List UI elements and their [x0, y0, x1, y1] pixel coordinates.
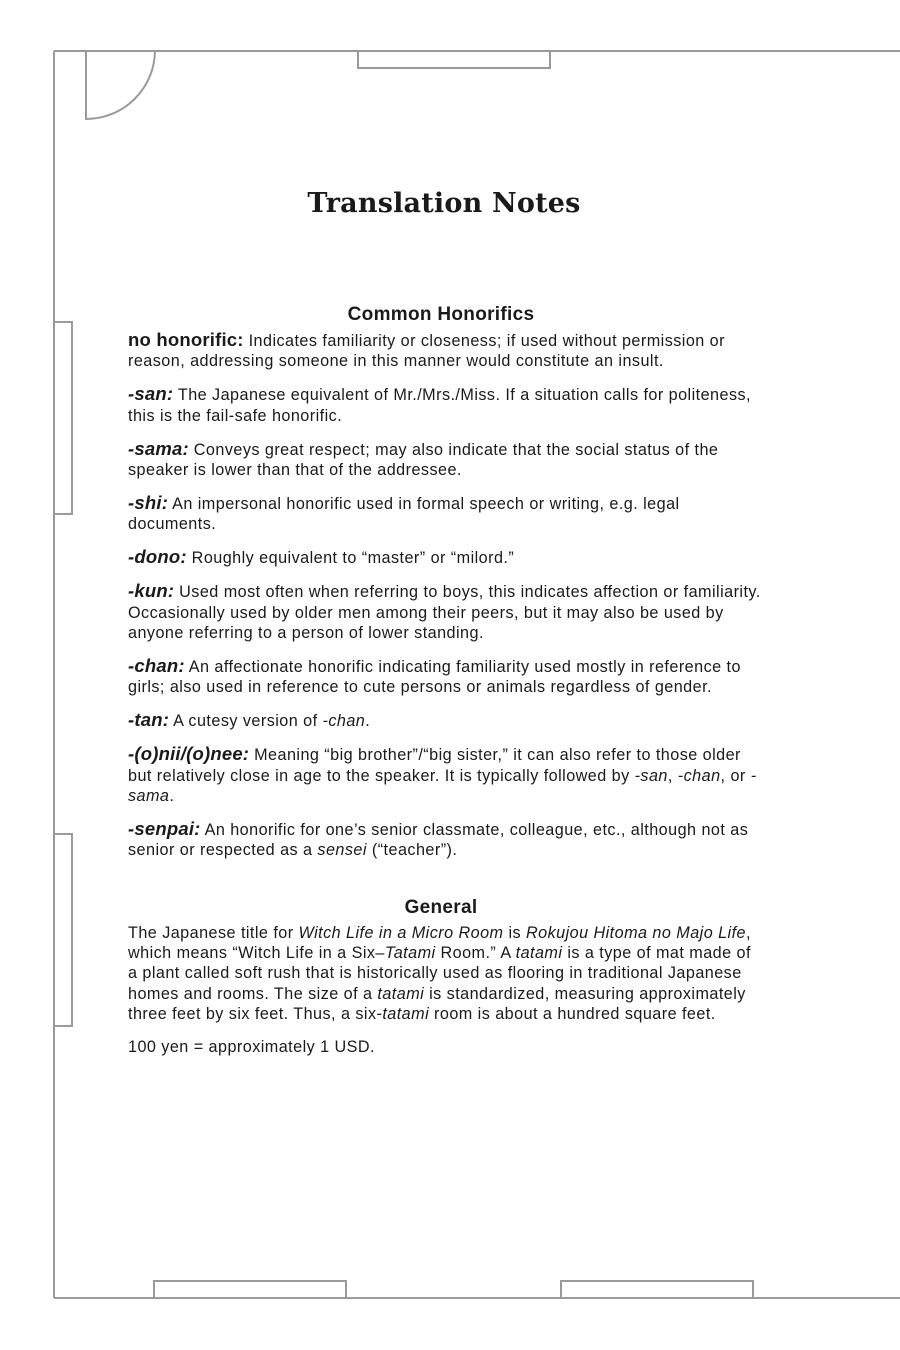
italic-text: -chan — [322, 712, 366, 731]
honorific-entry — [128, 744, 764, 806]
honorific-entry — [128, 493, 764, 535]
entry-text: is standardized, measuring approximately three feet by six feet. Thus, a six- — [128, 984, 746, 1024]
honorifics-list — [128, 330, 764, 861]
entry-text: (“teacher”). — [366, 841, 458, 860]
entry-text: The Japanese equivalent of Mr./Mrs./Miss. If a situation calls for politeness, this is the fail-safe honorific. — [128, 386, 751, 425]
general-list — [128, 923, 764, 1058]
honorific-entry — [128, 581, 764, 643]
entry-text: , which means “Witch Life in a Six– — [128, 923, 751, 963]
italic-text: -chan — [677, 766, 721, 785]
entry-text: A cutesy version of — [169, 712, 323, 731]
italic-text: tatami — [515, 944, 563, 963]
entry-text: The Japanese title for — [128, 923, 299, 942]
honorific-term: -sama: — [128, 437, 189, 459]
italic-text: sensei — [317, 841, 367, 860]
entry-text: room is about a hundred square feet. — [429, 1005, 716, 1024]
italic-text: -san — [634, 766, 668, 785]
general-paragraph — [128, 1037, 764, 1057]
honorifics-heading: Common Honorifics — [347, 304, 535, 325]
entry-text: An honorific for one’s senior classmate, colleague, etc., although not as senior or respected as a — [128, 820, 749, 860]
entry-text: is a type of mat made of a plant called soft rush that is historically used as flooring in traditional Japanese homes and rooms. The size of a — [128, 944, 751, 1003]
window-top — [358, 51, 550, 68]
honorific-entry — [128, 384, 764, 426]
window-bottom-2 — [561, 1281, 753, 1298]
honorific-entry — [128, 439, 764, 481]
italic-text: Tatami — [384, 944, 436, 963]
entry-text: Used most often when referring to boys, this indicates affection or familiarity. Occasionally used by older men among their peers, but it may also be used by anyone referring to a person of lower standing. — [128, 583, 761, 642]
italic-text: Witch Life in a Micro Room — [298, 923, 504, 942]
italic-text: -sama — [128, 766, 757, 805]
window-left-1 — [54, 322, 72, 514]
honorific-entry — [128, 656, 764, 698]
honorific-entry — [128, 547, 764, 568]
entry-text: , or — [720, 766, 751, 785]
window-left-2 — [54, 834, 72, 1026]
honorific-term: -(o)nii/(o)nee: — [128, 743, 250, 765]
entry-text: Room.” A — [435, 944, 516, 963]
entry-text: Roughly equivalent to “master” or “milord.” — [186, 549, 515, 568]
honorific-term: no honorific: — [128, 329, 244, 350]
entry-text: Meaning “big brother”/“big sister,” it can also refer to those older but relatively close in age to the speaker. It is typically followed by — [128, 746, 741, 785]
honorific-term: -san: — [128, 383, 174, 405]
italic-text: tatami — [382, 1005, 430, 1024]
honorific-term: -shi: — [128, 491, 169, 513]
honorific-entry — [128, 330, 764, 372]
entry-text: 100 yen = approximately 1 USD. — [128, 1038, 375, 1057]
entry-text: . — [169, 786, 175, 805]
notes-content — [128, 304, 764, 1070]
door-icon — [86, 51, 155, 119]
honorific-term: -chan: — [128, 654, 185, 676]
honorific-entry — [128, 819, 764, 861]
entry-text: Conveys great respect; may also indicate that the social status of the speaker is lower than that of the addressee. — [128, 440, 719, 480]
honorific-term: -dono: — [128, 546, 187, 568]
honorific-term: -senpai: — [128, 817, 201, 839]
entry-text: , — [667, 766, 678, 785]
entry-text: is — [503, 923, 526, 942]
window-bottom-1 — [154, 1281, 346, 1298]
honorific-term: -kun: — [128, 580, 175, 602]
entry-text: An affectionate honorific indicating familiarity used mostly in reference to girls; also used in reference to cute persons or animals regardless of gender. — [128, 657, 741, 697]
entry-text: Indicates familiarity or closeness; if used without permission or reason, addressing someone in this manner would constitute an insult. — [128, 332, 725, 371]
page-title: Translation Notes — [307, 188, 581, 219]
honorific-term: -tan: — [128, 709, 170, 731]
italic-text: tatami — [377, 984, 425, 1003]
entry-text: . — [365, 712, 371, 731]
honorific-entry — [128, 710, 764, 731]
general-paragraph — [128, 923, 764, 1025]
italic-text: Rokujou Hitoma no Majo Life — [526, 923, 746, 942]
general-heading: General — [404, 896, 478, 918]
entry-text: An impersonal honorific used in formal speech or writing, e.g. legal documents. — [128, 494, 680, 534]
